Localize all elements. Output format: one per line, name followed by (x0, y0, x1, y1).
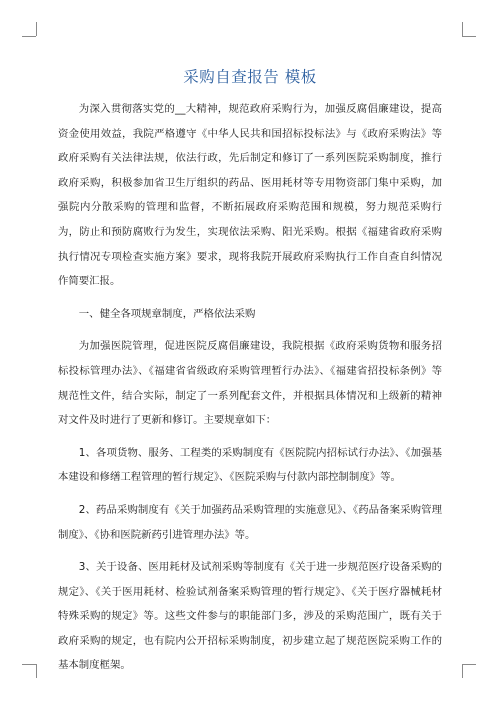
list-item-2: 2、药品采购制度有《关于加强药品采购管理的实施意见》、《药品备案采购管理制度》、《协和医院新药引进管理办法》等。 (58, 503, 442, 541)
document-body (58, 97, 442, 686)
paragraph-intro: 为深入贯彻落实党的__大精神，规范政府采购行为，加强反腐倡廉建设，提高资金使用效益，我院严格遵守《中华人民共和国招标投标法》与《政府采购法》等政府采购有关法律法规，依法行政，先后制定和修订了一系列医院采购制度，推行政府采购，积极参加省卫生厅组织的药品、医用耗材等专用物资部门集中采购，加强院内分散采购的管理和监督，不断拓展政府采购范围和规模，努力规范采购行为，防止和预防腐败行为发生，实现依法采购、阳光采购。根据《福建省政府采购执行情况专项检查实施方案》要求，现将我院开展政府采购执行工作自查自纠情况作简要汇报。 (58, 103, 442, 288)
document-title: 采购自查报告 模板 (183, 68, 317, 86)
list-item-3: 3、关于设备、医用耗材及试剂采购等制度有《关于进一步规范医疗设备采购的规定》、《关于医用耗材、检验试剂备案采购管理的暂行规定》、《关于医疗器械耗材特殊采购的规定》等。这些文件参与的职能部门多，涉及的采购范围广，既有关于政府采购的规定，也有院内公开招标采购制度，初步建立起了规范医院采购工作的基本制度框架。 (58, 561, 442, 672)
paragraph-section-1: 为加强医院管理，促进医院反腐倡廉建设，我院根据《政府采购货物和服务招标投标管理办法》、《福建省省级政府采购管理暂行办法》、《福建省招投标条例》等规范性文件，结合实际，制定了一系列配套文件，并根据具体情况和上级新的精神对文件及时进行了更新和修订。主要规章如下： (58, 340, 442, 427)
section-heading-1: 一、健全各项规章制度，严格依法采购 (78, 307, 256, 320)
list-item-1: 1、各项货物、服务、工程类的采购制度有《医院院内招标试行办法》、《加强基本建设和修缮工程管理的暂行规定》、《医院采购与付款内部控制制度》等。 (58, 446, 442, 484)
